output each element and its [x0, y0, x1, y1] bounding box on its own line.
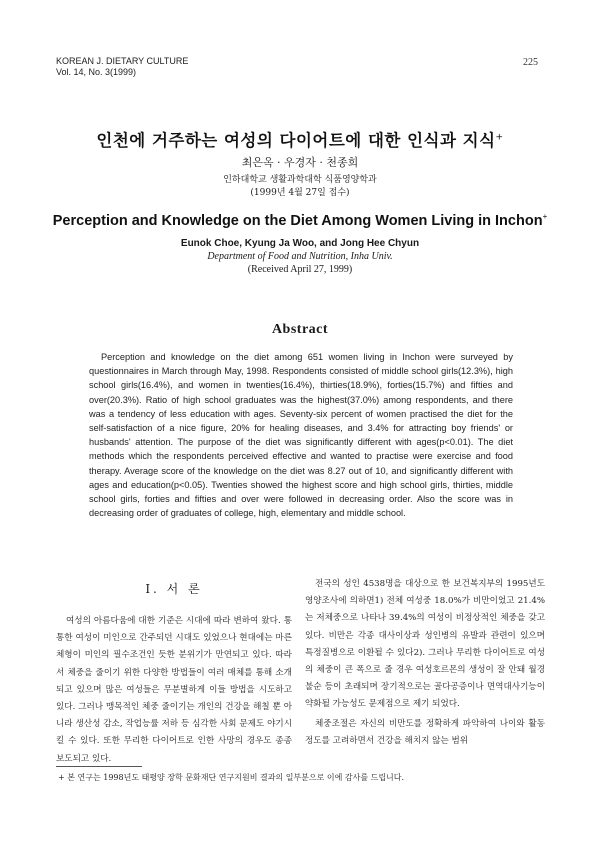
korean-affiliation: 인하대학교 생활과학대학 식품영양학과	[223, 175, 377, 185]
korean-received-date: (1999년 4월 27일 접수)	[250, 188, 350, 198]
abstract-heading: Abstract	[271, 322, 329, 337]
footnote-divider	[56, 766, 142, 767]
journal-volume: Vol. 14, No. 3(1999)	[56, 67, 137, 77]
english-title-text: Perception and Knowledge on the Diet Among Women Living in Inchon	[52, 212, 543, 229]
korean-title-text: 인천에 거주하는 여성의 다이어트에 대한 인식과 지식	[96, 131, 496, 150]
right-column	[305, 576, 545, 750]
intro-paragraph-right-1: 전국의 성인 4538명을 대상으로 한 보건복지부의 1995년도 영양조사에 의하면1) 전체 여성중 18.0%가 비만이었고 21.4%는 저체중으로 나타나 39.4%의 여성이 비정상적인 체중을 갖고 있다. 비만은 각종 대사이상과 성인병의 유발과 관련이 있으며 특정질병으로 이환될 수 있다2). 그러나 무리한 다이어트로 여성의 체중이 큰 폭으로 줄 경우 여성호르몬의 생성이 잘 안돼 월경불순 등이 초래되며 장기적으로는 골다공증이나 면역대사기능이 약화될 가능성도 문제점으로 제기 되었다.	[305, 579, 545, 710]
intro-paragraph-right-2: 체중조절은 자신의 비만도를 정확하게 파악하여 나이와 활동정도를 고려하면서 건강을 해치지 않는 범위	[305, 718, 545, 746]
footnote-text: + 본 연구는 1998년도 태평양 장학 문화재단 연구지원비 결과의 일부분으로 이에 감사를 드립니다.	[58, 773, 405, 782]
left-column	[56, 580, 292, 768]
section-heading-introduction: I. 서 론	[145, 582, 203, 596]
abstract-text: Perception and knowledge on the diet among 651 women living in Inchon were surveyed by questionnaires in March through May, 1998. Respondents consisted of middle school girls(12.3%), high school girls(16.4%), and women in twenties(16.4%), thirties(18.9%), forties(15.7%) and fifties and over(20.3%). Ratio of high school graduates was the highest(37.0%) among respondents, and there was a tendency of less education with ages. Seventy-six percent of women practised the diet for the self-satisfaction of a nice figure, 20% for healing diseases, and 3.4% for attracting boy friends' or husbands' attention. The purpose of the diet was significantly different with ages(p<0.01). The diet methods which the respondents perceived effective and wanted to practise were exercise and food therapy. Average score of the knowledge on the diet was 8.27 out of 10, and significantly different with ages and education(p<0.05). Twenties showed the highest score and high school girls, thirties, middle school girls, forties and fifties and over were followed in decreasing order. Also the score was in decreasing order of graduates of college, high, elementary and middle school.	[89, 352, 513, 519]
korean-title	[0, 127, 600, 151]
english-received-date: (Received April 27, 1999)	[247, 264, 353, 275]
english-affiliation: Department of Food and Nutrition, Inha Univ.	[207, 251, 393, 262]
english-title-footnote-mark: +	[542, 212, 548, 221]
journal-header	[56, 56, 188, 78]
korean-authors: 최은옥 · 우경자 · 천종희	[241, 156, 359, 169]
intro-paragraph-left: 여성의 아름다움에 대한 기준은 시대에 따라 변하여 왔다. 통통한 여성이 미인으로 간주되던 시대도 있었으나 현대에는 마른 체형이 미인의 필수조건인 듯한 분위기가 만연되고 있다. 따라서 체중을 줄이기 위한 다양한 방법들이 여러 매체를 통해 소개되고 있으며 많은 여성들은 무분별하게 이들 방법을 시도하고 있다. 그러나 맹목적인 체중 줄이기는 개인의 건강을 해칠 뿐 아니라 생산성 감소, 작업능률 저하 등 심각한 사회 문제도 야기시킬 수 있다. 또한 무리한 다이어트로 인한 사망의 경우도 종종 보도되고 있다.	[56, 616, 292, 764]
journal-name: KOREAN J. DIETARY CULTURE	[56, 56, 189, 66]
english-authors: Eunok Choe, Kyung Ja Woo, and Jong Hee Chyun	[180, 238, 420, 249]
title-footnote-mark: +	[495, 132, 504, 143]
page-number: 225	[523, 57, 538, 68]
english-title	[0, 212, 600, 229]
